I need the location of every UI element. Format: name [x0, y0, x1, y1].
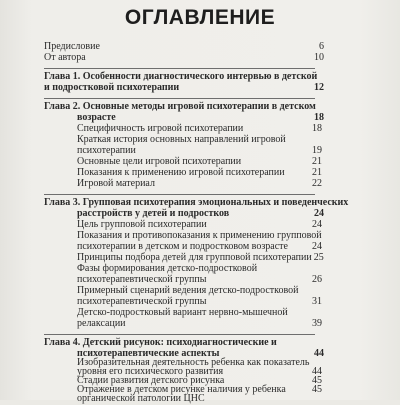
- toc-subentry-page: 22: [312, 178, 322, 189]
- chapter-3-title: Глава 3. Групповая психотерапия эмоциональных и поведенческих: [44, 197, 349, 208]
- toc-subentry: [77, 146, 322, 157]
- chapter-2-entry: [44, 113, 324, 124]
- toc-subentry-page: 25: [313, 252, 324, 263]
- chapter-4-title-cont: психотерапевтические аспекты: [77, 348, 220, 359]
- chapter-4-page: 44: [314, 348, 324, 359]
- toc-subentry: [77, 220, 322, 231]
- toc-subentry-page: 39: [312, 318, 322, 329]
- chapter-2-title-cont: возрасте: [77, 112, 116, 123]
- toc-subentry-label: Отражение в детском рисунке наличия у ребенка: [77, 384, 286, 395]
- toc-subentry-label-cont: психотерапевтической группы: [77, 274, 207, 285]
- chapter-1-title: Глава 1. Особенности диагностического интервью в детской: [44, 71, 318, 82]
- chapter-1-page: 12: [314, 82, 324, 93]
- divider: [44, 194, 315, 195]
- toc-subentry-page: 21: [312, 156, 322, 167]
- page-title: ОГЛАВЛЕНИЕ: [124, 6, 276, 29]
- toc-entry-label: От автора: [44, 52, 86, 63]
- chapter-3-page: 24: [314, 208, 324, 219]
- chapter-3-title-cont: расстройств у детей и подростков: [77, 208, 230, 219]
- toc-entry: [44, 42, 324, 53]
- toc-subentry-label-cont: релаксации: [77, 318, 126, 329]
- toc-subentry-label: Краткая история основных направлений игровой: [77, 134, 286, 145]
- toc-subentry-label-cont: психотерапии: [77, 145, 136, 156]
- toc-subentry-page: 44: [312, 366, 322, 377]
- toc-subentry-label-cont: уровня его психического развития: [77, 366, 224, 377]
- toc-subentry-page: 18: [312, 123, 322, 134]
- toc-subentry: [77, 275, 322, 286]
- toc-subentry: [77, 157, 322, 168]
- toc-subentry-label: Игровой материал: [77, 178, 155, 189]
- toc-subentry-label-cont: органической патологии ЦНС: [77, 393, 205, 404]
- toc-subentry-label: Принципы подбора детей для групповой психотерапии: [77, 252, 312, 263]
- toc-subentry-page: 21: [312, 167, 322, 178]
- toc-subentry-label: Показания и противопоказания к применению групповой: [77, 230, 322, 241]
- toc-subentry-page: 24: [312, 219, 322, 230]
- toc-subentry-label: Фазы формирования детско-подростковой: [77, 263, 258, 274]
- toc-subentry: [77, 168, 322, 179]
- toc-subentry-page: 45: [312, 384, 322, 395]
- toc-subentry-label: Стадии развития детского рисунка: [77, 375, 225, 386]
- toc-entry-label: Предисловие: [44, 41, 100, 52]
- toc-entry-page: 10: [314, 52, 324, 63]
- toc-entry-page: 6: [319, 41, 324, 52]
- toc-subentry-page: 19: [312, 145, 322, 156]
- toc-subentry-page: 24: [312, 241, 322, 252]
- toc-subentry: [77, 253, 322, 264]
- toc-subentry-label: Специфичность игровой психотерапии: [77, 123, 244, 134]
- divider: [44, 98, 315, 99]
- toc-subentry-label: Цель групповой психотерапии: [77, 219, 207, 230]
- toc-subentry: [77, 319, 322, 330]
- toc-subentry-label: Изобразительная деятельность ребенка как показатель: [77, 357, 310, 368]
- chapter-2-page: 18: [314, 112, 324, 123]
- chapter-1-title-cont: и подростковой психотерапии: [44, 82, 180, 93]
- toc-subentry-label: Показания к применению игровой психотерапии: [77, 167, 285, 178]
- toc-entry: [44, 53, 324, 64]
- toc-subentry-page: 45: [312, 375, 322, 386]
- chapter-1-entry: [44, 83, 324, 94]
- chapter-4-title: Глава 4. Детский рисунок: психодиагностические и: [44, 337, 277, 348]
- toc-subentry: [77, 179, 322, 190]
- toc-subentry-label-cont: психотерапевтической группы: [77, 296, 207, 307]
- toc-subentry-label: Детско-подростковый вариант нервно-мышечной: [77, 307, 288, 318]
- chapter-2-title: Глава 2. Основные методы игровой психотерапии в детском: [44, 101, 316, 112]
- toc-subentry-label: Основные цели игровой психотерапии: [77, 156, 242, 167]
- toc-subentry-label: Примерный сценарий ведения детско-подростковой: [77, 285, 299, 296]
- toc-subentry-page: 26: [312, 274, 322, 285]
- divider: [44, 334, 315, 335]
- toc-subentry-page: 31: [312, 296, 322, 307]
- toc-subentry-label-cont: психотерапии в детском и подростковом возрасте: [77, 241, 288, 252]
- divider: [44, 68, 315, 69]
- chapter-3-entry: [44, 209, 324, 220]
- toc-subentry: [77, 124, 322, 135]
- toc-subentry: [77, 297, 322, 308]
- toc-subentry: [77, 242, 322, 253]
